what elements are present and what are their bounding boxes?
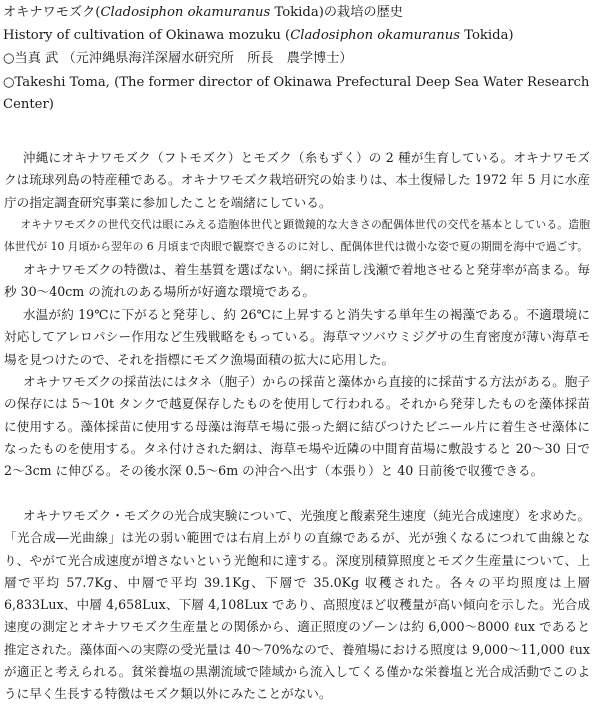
body-paragraph: オキナワモズクの世代交代は眼にみえる造胞体世代と顕微鏡的な大きさの配偶体世代の交代を基本としている。造胞体世代が 10 月頃から翌年の 6 月頃まで肉眼で観察できるのに対し、配偶体世代は微小な姿で夏の期間を海中で過ごす。 [4, 218, 590, 254]
body-paragraph: オキナワモズクの採苗法にはタネ（胞子）からの採苗と藻体から直接的に採苗する方法がある。胞子の保存には 5～10t タンクで越夏保存したものを使用して行われる。それから発芽したものを藻体採苗に使用する。藻体採苗に使用する母藻は海草モ場に張った網に結びつけたビニール片に着生させ藻体になったものを使用する。タネ付けされた網は、海草モ場や近隣の中間育苗場に敷設すると 20～30 日で 2～3cm に伸びる。その後水深 0.5～6m の沖合へ出す（本張り）と 40 日前後で収獲できる。 [4, 374, 590, 479]
title-japanese: オキナワモズク(Cladosiphon okamuranus Tokida)の栽培の歴史 [3, 5, 403, 20]
body-paragraph: オキナワモズク・モズクの光合成実験について、光強度と酸素発生速度（純光合成速度）を求めた。「光合成―光曲線」は光の弱い範囲では右肩上がりの直線であるが、光が強くなるにつれて曲線となり、やがて光合成速度が増さないという光飽和に達する。深度別積算照度とモズク生産量について、上層で平均 57.7Kg、中層で平均 39.1Kg、下層で 35.0Kg 収穫された。各々の平均照度は上層 6,833Lux、中層 4,658Lux、下層 4,108Lux であり、高照度ほど収穫量が高い傾向を示した。光合成速度の測定とオキナワモズク生産量との関係から、適正照度のゾーンは約 6,000～8000 ℓux であると推定された。藻体面への実際の受光量は 40～70%なので、養殖場における照度は 9,000～11,000 ℓux が適正と考えられる。貧栄養塩の黒潮流域で陸域から流入してくる僅かな栄養塩と光合成活動でこのように早く生長する特徴はモズク類以外にみたことがない。 [4, 508, 590, 702]
body-paragraph: 水温が約 19℃に下がると発芽し、約 26℃に上昇すると消失する単年生の褐藻である。不適環境に対応してアレロパシー作用など生残戦略をもっている。海草マツバウミジグサの生育密度が薄い海草モ場を見つけたので、それを指標にモズク漁場面積の拡大に応用した。 [4, 307, 590, 367]
author-japanese: ○当真 武 （元沖縄県海洋深層水研究所 所長 農学博士） [3, 51, 353, 66]
title-japanese-scientific-name: Cladosiphon okamuranus [100, 5, 271, 20]
body-paragraph: 沖縄にオキナワモズク（フトモズク）とモズク（糸もずく）の 2 種が生育している。オキナワモズクは琉球列島の特産種である。オキナワモズク栽培研究の始まりは、本土復帰した 1972 年 5 月に水産庁の指定調査研究事業に参加したことを端緒にしている。 [4, 150, 590, 210]
title-english: History of cultivation of Okinawa mozuku (Cladosiphon okamuranus Tokida) [3, 28, 514, 43]
title-english-scientific-name: Cladosiphon okamuranus [290, 28, 461, 43]
author-english: ○Takeshi Toma, (The former director of Okinawa Prefectural Deep Sea Water Research Center) [3, 75, 590, 112]
body-paragraph: オキナワモズクの特徴は、着生基質を選ばない。網に採苗し浅瀬で着地させると発芽率が高まる。毎秒 30～40cm の流れのある場所が好適な環境である。 [4, 262, 590, 300]
